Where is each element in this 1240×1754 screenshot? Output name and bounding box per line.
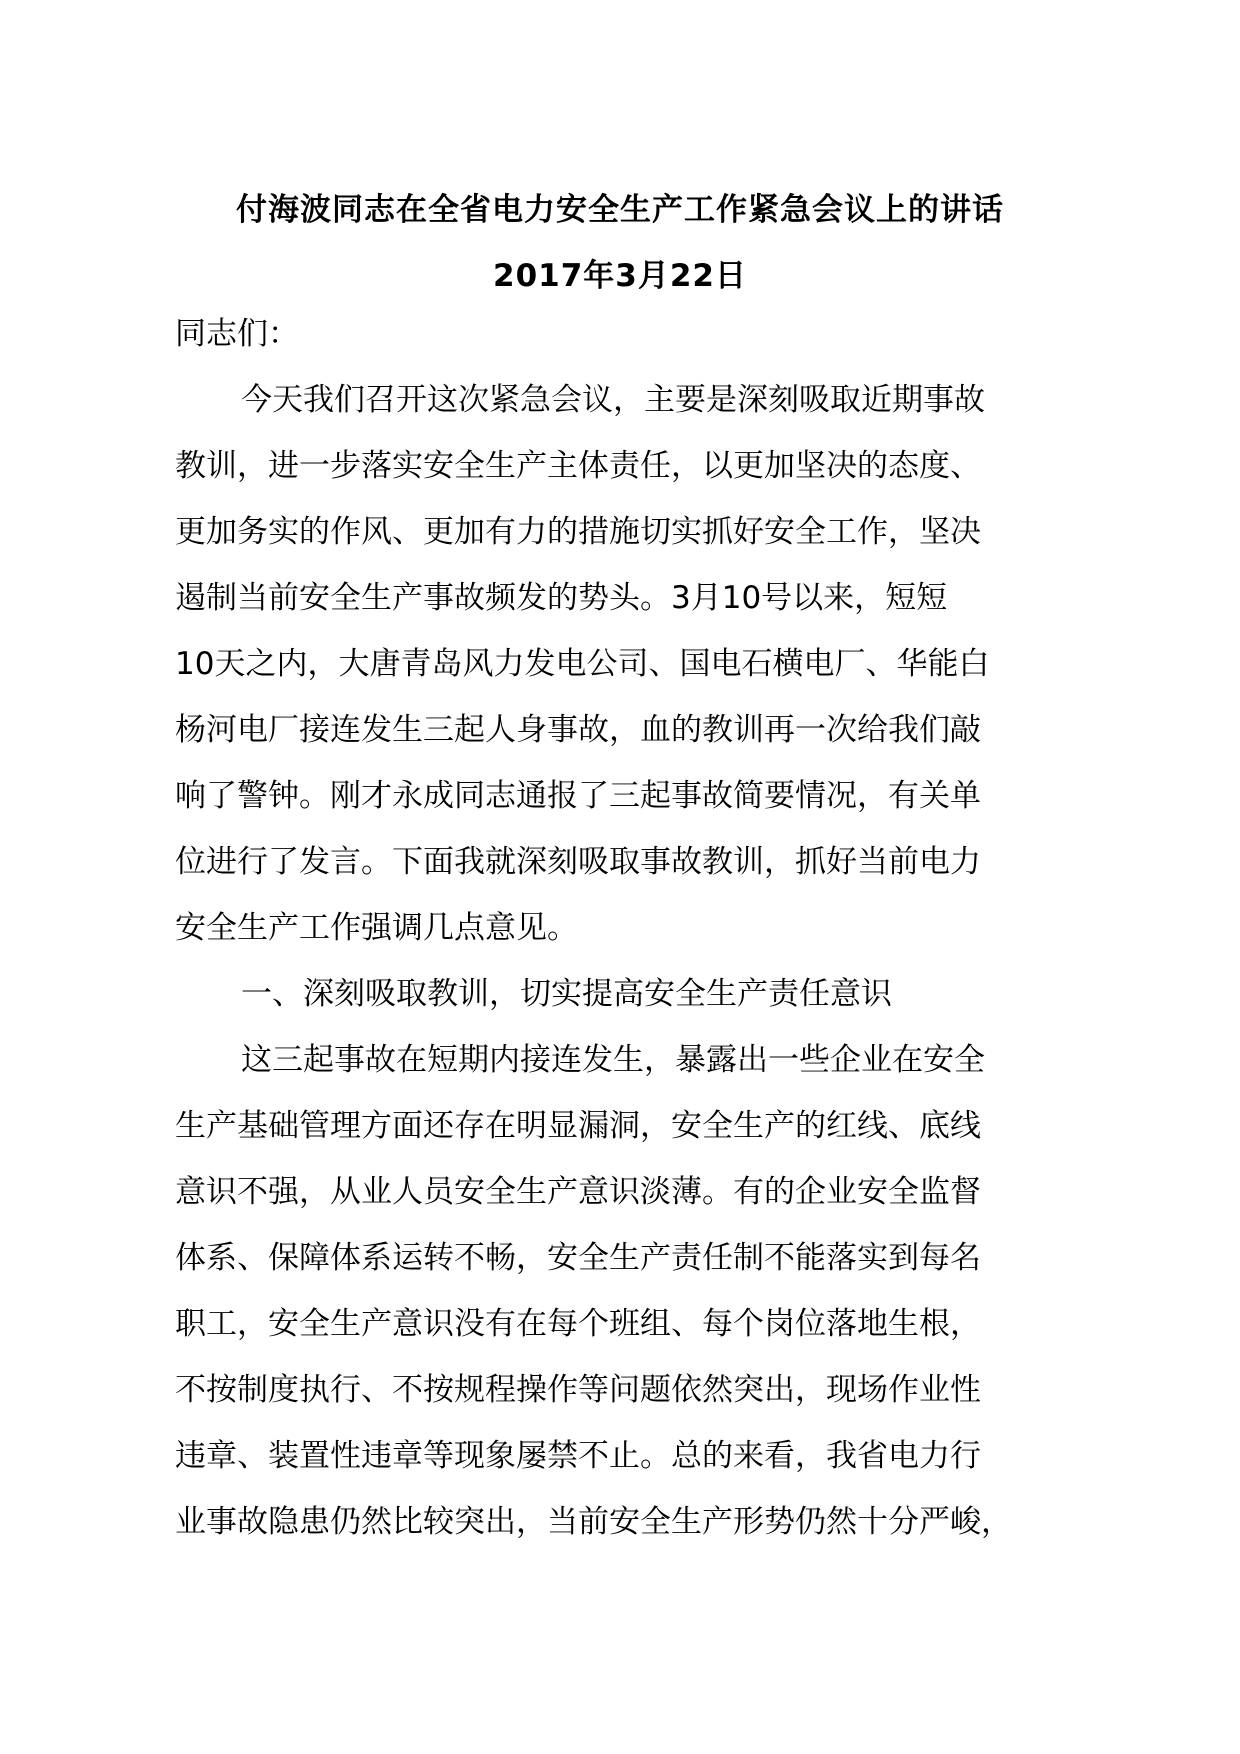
paragraph-line: 这三起事故在短期内接连发生，暴露出一些企业在安全 [241, 1042, 985, 1078]
paragraph-line: 今天我们召开这次紧急会议，主要是深刻吸取近期事故 [241, 382, 985, 418]
paragraph-line: 遏制当前安全生产事故频发的势头。3月10号以来，短短 [175, 580, 948, 616]
paragraph-line: 教训，进一步落实安全生产主体责任，以更加坚决的态度、 [175, 448, 981, 484]
paragraph-line: 杨河电厂接连发生三起人身事故，血的教训再一次给我们敲 [175, 712, 981, 748]
paragraph-line: 生产基础管理方面还存在明显漏洞，安全生产的红线、底线 [175, 1108, 981, 1144]
paragraph-line: 违章、装置性违章等现象屡禁不止。总的来看，我省电力行 [175, 1438, 981, 1474]
paragraph-line: 10天之内，大唐青岛风力发电公司、国电石横电厂、华能白 [175, 646, 990, 682]
section-heading: 一、深刻吸取教训，切实提高安全生产责任意识 [241, 976, 892, 1012]
document-title: 付海波同志在全省电力安全生产工作紧急会议上的讲话 [236, 192, 1004, 228]
salutation: 同志们： [175, 316, 299, 352]
paragraph-line: 意识不强，从业人员安全生产意识淡薄。有的企业安全监督 [175, 1174, 981, 1210]
paragraph-line: 不按制度执行、不按规程操作等问题依然突出，现场作业性 [175, 1372, 981, 1408]
paragraph-line: 位进行了发言。下面我就深刻吸取事故教训，抓好当前电力 [175, 844, 981, 880]
paragraph-line: 更加务实的作风、更加有力的措施切实抓好安全工作，坚决 [175, 514, 981, 550]
document-date: 2017年3月22日 [493, 258, 747, 294]
paragraph-line: 业事故隐患仍然比较突出，当前安全生产形势仍然十分严峻， [175, 1504, 1012, 1540]
paragraph-line: 安全生产工作强调几点意见。 [175, 910, 578, 946]
paragraph-line: 响了警钟。刚才永成同志通报了三起事故简要情况，有关单 [175, 778, 981, 814]
paragraph-line: 职工，安全生产意识没有在每个班组、每个岗位落地生根， [175, 1306, 981, 1342]
paragraph-line: 体系、保障体系运转不畅，安全生产责任制不能落实到每名 [175, 1240, 981, 1276]
